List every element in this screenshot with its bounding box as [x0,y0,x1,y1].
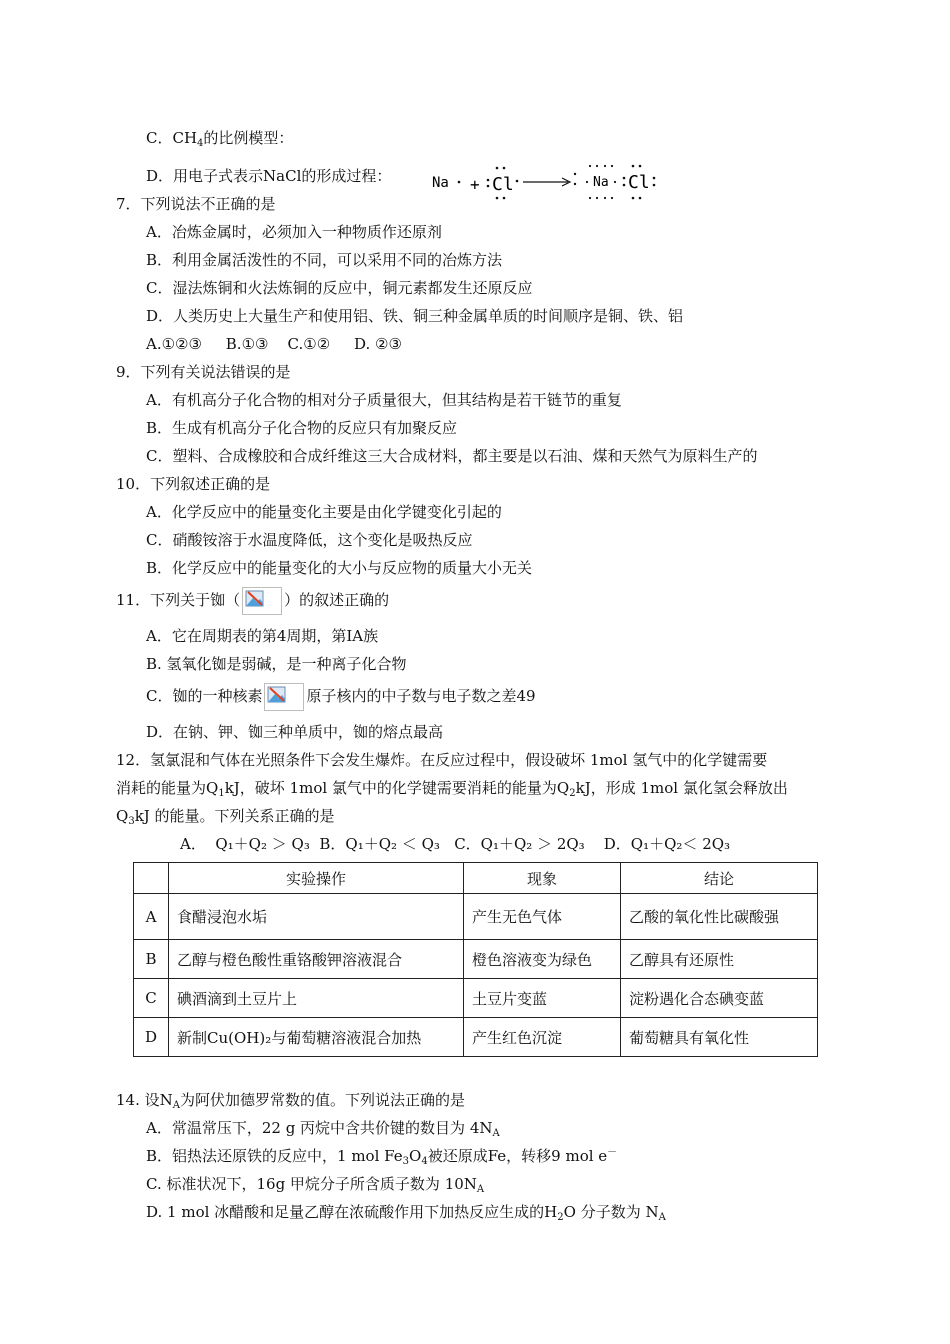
q11-stem [116,586,389,615]
q11-option-a: A．它在周期表的第4周期，第IA族 [146,627,379,645]
q12-sub1: 1 [218,788,225,799]
q9-option-b: B．生成有机高分子化合物的反应只有加聚反应 [146,419,458,437]
q10-stem: 10．下列叙述正确的是 [116,475,271,493]
q12-option-d: D．Q₁＋Q₂＜ 2Q₃ [603,835,731,853]
table-cell: 乙醇具有还原性 [621,940,818,979]
q12-line3-b: kJ 的能量。下列关系正确的是 [134,807,335,825]
q12-line2 [116,778,788,798]
table-cell: B [134,940,169,979]
q11-option-d: D．在钠、钾、铷三种单质中，铷的熔点最高 [146,723,444,741]
q9-option-a: A．有机高分子化合物的相对分子质量很大，但其结构是若干链节的重复 [146,391,622,409]
lewis-na-right: Na [593,175,609,190]
table-header-cell: 现象 [464,863,621,894]
table-cell: 橙色溶液变为绿色 [464,940,621,979]
q11-stem-pre: 11．下列关于铷（ [116,591,241,609]
table-cell: D [134,1018,169,1057]
q9-stem: 9．下列有关说法错误的是 [116,363,291,381]
q14-option-c-text: C. 标准状况下，16g 甲烷分子所含质子数为 10N [146,1175,477,1193]
q7-option-c: C．湿法炼铜和火法炼铜的反应中，铜元素都发生还原反应 [146,279,533,297]
q11-option-c-post: 原子核内的中子数与电子数之差49 [306,687,536,705]
q12-line3-a: Q [116,807,129,825]
table-header-row [134,863,818,894]
q7-option-b: B．利用金属活泼性的不同，可以采用不同的冶炼方法 [146,251,503,269]
table-cell: 食醋浸泡水垢 [169,894,464,940]
q12-line2-b: kJ，破坏 1mol 氯气中的化学键需要消耗的能量为Q [224,779,570,797]
q14-stem [116,1090,465,1110]
q14-stem-sub: A [172,1100,180,1111]
q12-line3 [116,806,335,826]
q10-option-b: B．化学反应中的能量变化的大小与反应物的质量大小无关 [146,559,533,577]
q14-option-c [146,1174,484,1194]
q6-option-c [146,128,293,148]
table-header-cell: 实验操作 [169,863,464,894]
q14-option-a-text: A．常温常压下，22 g 丙烷中含共价键的数目为 4N [146,1119,493,1137]
q14-option-b-sub2: 4 [421,1156,428,1167]
q7-choices: A.①②③ B.①③ C.①② D. ②③ [146,335,402,353]
table-header-cell [134,863,169,894]
q6-option-d: D．用电子式表示NaCl的形成过程： [146,167,392,185]
q11-option-c-pre: C．铷的一种核素 [146,687,263,705]
q12-option-b: B．Q₁＋Q₂ ＜ Q₃ [319,835,440,853]
table-cell: 产生无色气体 [464,894,621,940]
q11-option-c [146,682,536,711]
q12-sub3: 3 [128,816,135,827]
q14-stem-pre: 14. 设N [116,1091,173,1109]
q14-option-b-sub1: 3 [402,1156,409,1167]
q6-option-c-tail: 的比例模型： [203,129,294,147]
q14-option-d-sub: 2 [557,1212,564,1223]
q6-option-c-sub: 4 [197,138,204,149]
table-row [134,1018,818,1057]
table-cell: 乙醇与橙色酸性重铬酸钾溶液混合 [169,940,464,979]
q7-option-d: D．人类历史上大量生产和使用铝、铁、铜三种金属单质的时间顺序是铜、铁、铝 [146,307,684,325]
q14-option-d-pre: D. 1 mol 冰醋酸和足量乙醇在浓硫酸作用下加热反应生成的H [146,1203,558,1221]
lewis-cl-right: Cl [628,172,650,193]
q14-option-b [146,1146,617,1166]
q14-option-b-post: 被还原成Fe，转移9 mol e [427,1147,608,1165]
q14-option-a-sub: A [492,1128,500,1139]
q12-line2-c: kJ，形成 1mol 氯化氢会释放出 [575,779,788,797]
q14-option-c-sub: A [476,1184,485,1195]
q12-options [180,834,730,854]
q12-option-a: A． Q₁＋Q₂ ＞ Q₃ [180,835,310,853]
q7-option-a: A．冶炼金属时，必须加入一种物质作还原剂 [146,223,442,241]
table-cell: C [134,979,169,1018]
broken-image-icon [242,587,282,615]
q14-stem-tail: 为阿伏加德罗常数的值。下列说法正确的是 [179,1091,465,1109]
broken-image-icon [264,683,304,711]
q14-option-b-sup: － [607,1147,618,1158]
q10-option-a: A．化学反应中的能量变化主要是由化学键变化引起的 [146,503,502,521]
q7-stem: 7．下列说法不正确的是 [116,195,276,213]
q14-option-b-o: O [409,1147,422,1165]
table-cell: 新制Cu(OH)₂与葡萄糖溶液混合加热 [169,1018,464,1057]
q10-option-c: C．硝酸铵溶于水温度降低，这个变化是吸热反应 [146,531,473,549]
table-row [134,940,818,979]
table-row [134,894,818,940]
q9-option-c: C．塑料、合成橡胶和合成纤维这三大合成材料，都主要是以石油、煤和天然气为原料生产的 [146,447,758,465]
q12-line2-a: 消耗的能量为Q [116,779,219,797]
table-cell: A [134,894,169,940]
q14-option-d [146,1202,666,1222]
q14-option-a [146,1118,500,1138]
q11-stem-post: ）的叙述正确的 [284,591,390,609]
experiment-table [133,862,818,1057]
table-cell: 土豆片变蓝 [464,979,621,1018]
lewis-cl-left: Cl [492,174,514,195]
q11-option-b: B. 氢氧化铷是弱碱，是一种离子化合物 [146,655,407,673]
table-header-cell: 结论 [621,863,818,894]
lewis-na-left: Na [432,175,449,191]
lewis-plus: + [470,175,480,194]
q14-option-b-pre: B．铝热法还原铁的反应中，1 mol Fe [146,1147,403,1165]
table-row [134,979,818,1018]
q12-line1: 12．氢氯混和气体在光照条件下会发生爆炸。在反应过程中，假设破坏 1mol 氢气中的化学键需要 [116,751,768,769]
table-cell: 碘酒滴到土豆片上 [169,979,464,1018]
table-cell: 乙酸的氧化性比碳酸强 [621,894,818,940]
nacl-formation-diagram [430,160,666,206]
table-cell: 葡萄糖具有氧化性 [621,1018,818,1057]
table-cell: 产生红色沉淀 [464,1018,621,1057]
q14-option-d-post: O 分子数为 N [563,1203,659,1221]
q12-option-c: C．Q₁＋Q₂ ＞ 2Q₃ [454,835,585,853]
q12-sub2: 2 [569,788,576,799]
q14-option-d-sub-a: A [658,1212,666,1223]
table-cell: 淀粉遇化合态碘变蓝 [621,979,818,1018]
q6-option-c-label: C．CH [146,129,198,147]
